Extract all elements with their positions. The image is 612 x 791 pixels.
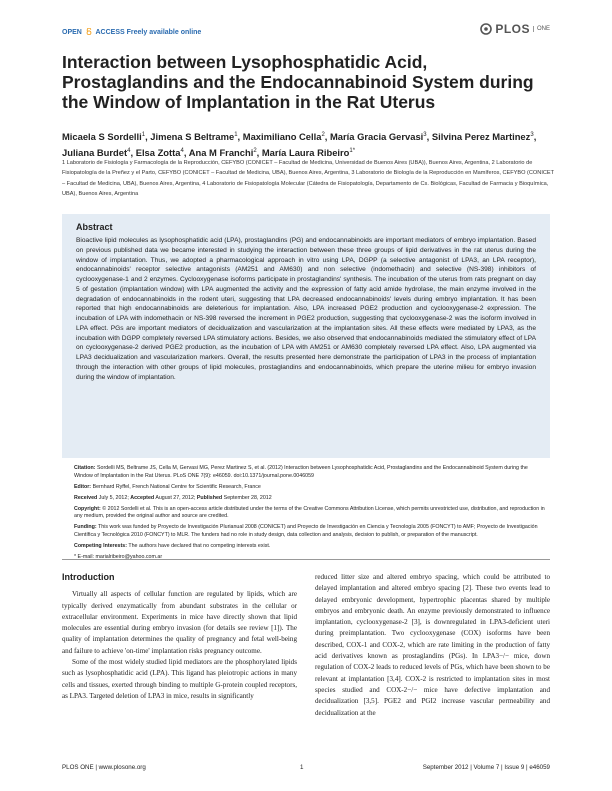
plos-logo-icon <box>480 23 492 35</box>
access-label: ACCESS <box>95 29 125 36</box>
author-name: María Laura Ribeiro <box>261 147 350 159</box>
author-name: Maximiliano Cella <box>242 131 322 143</box>
affiliations: 1 Laboratorio de Fisiología y Farmacología de la Reproducción, CEFYBO (CONICET – Facultad de Medicina, Universidad de Buenos Aires (UBA)), Buenos Aires, Argentina, 2 Laboratorio de Fisiopatología de la Preñez y el Parto, CEFYBO (CONICET – Facultad de Medicina, UBA), Buenos Aires, Argentina, 3 Laboratorio de Biología de la Reproducción en Mamíferos, CEFYBO (CONICET – Facultad de Medicina, UBA), Buenos Aires, Argentina, 4 Laboratorio de Fisiopatología Molecular (Cátedra de Fisiopatología, Departamento de Cs. Biológicas, Facultad de Farmacia y Bioquímica, UBA), Buenos Aires, Argentina <box>62 160 554 198</box>
author-name: Elsa Zotta <box>135 147 181 159</box>
author-affiliation-marker: 1* <box>349 148 356 155</box>
left-column <box>62 572 297 702</box>
article-metadata <box>74 465 548 565</box>
dates: Received July 5, 2012; Accepted August 27, 2012; Published September 28, 2012 <box>74 494 272 501</box>
article-title: Interaction between Lysophosphatidic Acid, Prostaglandins and the Endocannabinoid System during the Window of Implantation in the Rat Uterus <box>62 52 534 112</box>
editor: Editor: Bernhard Ryffel, French National Centre for Scientific Research, France <box>74 483 261 490</box>
open-label: OPEN <box>62 29 82 36</box>
citation: Citation: Sordelli MS, Beltrame JS, Cella M, Gervasi MG, Perez Martinez S, et al. (2012) Interaction between Lysophosphatidic Acid, Prostaglandins and the Endocannabinoid System during the Window of Implantation in the Rat Uterus. PLoS ONE 7(9): e46059. doi:10.1371/journal.pone.0046059 <box>74 465 528 479</box>
author-affiliation-marker: 2 <box>321 132 325 138</box>
author-affiliation-marker: 4 <box>127 148 131 155</box>
author-affiliation-marker: 1 <box>141 132 146 138</box>
copyright: Copyright: © 2012 Sordelli et al. This is an open-access article distributed under the terms of the Creative Commons Attribution License, which permits unrestricted use, distribution, and reproduction in any medium, provided the original author and source are credited. <box>74 505 545 520</box>
author-affiliation-marker: 3 <box>423 132 427 138</box>
funding: Funding: This work was funded by Proyecto de Investigación Plurianual 2008 (CONICET) and Proyecto de Investigación en Ciencia y Tecnología 2005 (FONCYT) to AMF; Proyecto de Investigación Científica y Tecnológica 2010 (FONCYT) to MLR. The funders had no role in study design, data collection and analysis, decision to publish, or preparation of the manuscript. <box>74 524 538 539</box>
author-name: Silvina Perez Martinez <box>431 131 531 143</box>
author-name: Ana M Franchi <box>188 147 254 159</box>
footer-issue: September 2012 | Volume 7 | Issue 9 | e46059 <box>422 764 550 771</box>
competing-interests: Competing Interests: The authors have declared that no competing interests exist. <box>74 543 271 550</box>
brand-name: PLOS <box>495 22 530 36</box>
open-access-banner <box>62 28 201 36</box>
intro-paragraph-3: reduced litter size and altered embryo spacing, which could be attributed to delayed implantation and altered embryo spacing [2]. These two events lead to delayed embryonic development, hypertrophic placentas shared by multiple embryos and embryonic death. An enzyme previously demonstrated to influence implantation, cyclooxygenase-2 [3], is downregulated in LPA3-deficient uteri during preimplantation. Two cyclooxygenase (COX) isoforms have been described, COX-1 and COX-2, which are rate limiting in the production of fatty acid derivatives known as prostaglandins (PGs). In LPA3−/− mice, down regulation of COX-2 leads to reduced levels of PGs, which have been shown to be relevant at implantation [3,4]. COX-2 is restricted to implantation sites in most species studied and COX-2−/− mice have defective implantation and decidualization [3,5]. PGE2 and PGI2 increase vascular permeability and decidualization at the <box>315 573 550 717</box>
footer-page-number: 1 <box>300 764 304 771</box>
section-divider <box>62 559 550 560</box>
author-name: Jimena S Beltrame <box>150 131 235 143</box>
footer-journal[interactable]: PLOS ONE | www.plosone.org <box>62 764 146 771</box>
author-name: Micaela S Sordelli <box>62 131 142 143</box>
right-column <box>315 572 550 719</box>
brand-sub: ONE <box>533 26 550 32</box>
corresponding-email[interactable]: * E-mail: marialribeiro@yahoo.com.ar <box>74 554 163 561</box>
abstract-heading: Abstract <box>76 222 113 232</box>
intro-paragraph-1: Virtually all aspects of cellular function are regulated by lipids, which are typically derived enzymatically from abundant substrates in the cellular or extracellular environment. Experiments in mice have directly shown that lipid molecules are essential during embryo invasion (for details see review [1]). The quality of implantation determines the quality of pregnancy and fetal well-being and failure to achieve 'on-time' implantation risks pregnancy outcome. <box>62 590 297 655</box>
freely-available-label: Freely available online <box>126 29 202 36</box>
intro-paragraph-2: Some of the most widely studied lipid mediators are the phosphorylated lipids such as lysophosphatidic acid (LPA). This ligand has pleiotropic actions in many cells and tissues, exerted through binding to multiple G-protein coupled receptors, as LPA3. Targeted deletion of LPA3 in mice, results in significantly <box>62 658 297 700</box>
author-affiliation-marker: 3 <box>530 132 534 138</box>
author-name: Juliana Burdet <box>62 147 128 159</box>
author-name: María Gracia Gervasi <box>330 131 424 143</box>
plos-one-logo[interactable] <box>480 22 550 36</box>
abstract-text: Bioactive lipid molecules as lysophosphatidic acid (LPA), prostaglandins (PG) and endocannabinoids are important mediators of embryo implantation. Based on previous published data we became interested in studying the interaction between these three groups of lipid derivatives in the rat uterus during the window of implantation. Thus, we adopted a pharmacological approach in vitro using LPA, DGPP (a selective antagonist of LPA3, an LPA receptor), endocannabinoids' receptor selective antagonists (AM251 and AM630) and non selective (indomethacin) and selective (NS-398) inhibitors of cyclooxygenase-1 and 2 enzymes. Cyclooxygenase isoforms participate in prostaglandins' synthesis. The incubation of the uterus from rats pregnant on day 5 of gestation (implantation window) with LPA augmented the activity and the expression of fatty acid amide hydrolase, the main enzyme involved in the degradation of endocannabinoids in the rodent uteri, suggesting that LPA decreased endocannabinoids' levels during embryo implantation. It has been reported that high endocannabinoids are deleterious for implantation. Also, LPA increased PGE2 production and cyclooxygenase-2 expression. The incubation of LPA with indomethacin or NS-398 reversed the increment in PGE2 production, suggesting that cyclooxygenase-2 was the isoform involved in LPA effect. PGs are important mediators of decidualization and vascularization at the implantation sites. All these effects were mediated by LPA3, as the incubation with DGPP completely reversed LPA stimulatory actions. Besides, we also observed that endocannabinoids mediated the stimulatory effect of LPA on cyclooxygenase-2 derived PGE2 production, as the incubation of LPA with AM251 or AM630 completely reversed LPA effect. Also, LPA augmented via LPA3 decidualization and vascularization markers. Overall, the results presented here demonstrate the participation of LPA3 in the process of implantation through the interaction with other groups of lipid molecules, prostaglandins and endocannabinoids, which prepare the uterine milieu for embryo invasion during the window of implantation. <box>76 237 536 381</box>
author-list: Micaela S Sordelli$^1$, Jimena S Beltrame$^1$, Maximiliano Cella$^2$, María Gracia Gervasi$^3$, Silvina Perez Martinez$^3$, Juliana Burdet$^4$, Elsa Zotta$^4$, Ana M Franchi$^2$, María Laura Ribeiro$^{1*}$ <box>62 131 537 159</box>
introduction-heading: Introduction <box>62 572 115 582</box>
author-affiliation-marker: 1 <box>234 132 238 138</box>
author-affiliation-marker: 2 <box>253 148 257 155</box>
abstract-box <box>62 214 550 458</box>
author-affiliation-marker: 4 <box>180 148 184 155</box>
open-access-lock-icon <box>86 28 92 35</box>
